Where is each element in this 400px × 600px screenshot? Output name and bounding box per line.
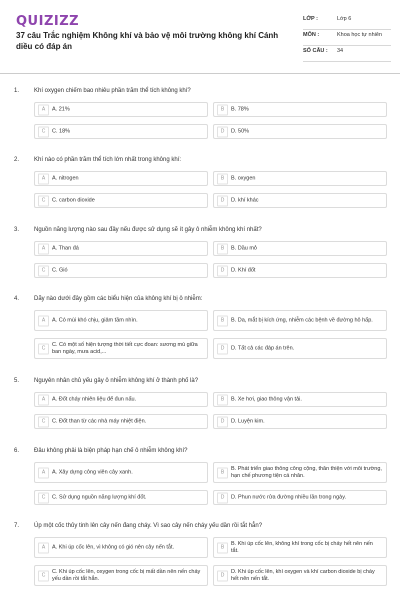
option-letter-badge: D	[217, 416, 228, 427]
question-header	[0, 227, 400, 239]
answer-option-c[interactable]	[34, 565, 208, 586]
option-letter-badge: A	[38, 243, 49, 254]
option-letter-badge: B	[217, 315, 228, 326]
question-text: Khí nào có phần trăm thể tích lớn nhất trong không khí:	[34, 157, 182, 163]
option-text: D. Luyện kim.	[231, 418, 265, 424]
question-number: 5.	[14, 378, 20, 384]
option-text: C. Gió	[52, 267, 68, 273]
meta-key: MÔN :	[303, 32, 320, 38]
option-text: C. Sử dụng nguồn năng lượng khí đốt.	[52, 494, 147, 500]
question-text: Úp một cốc thủy tinh lên cây nến đang cháy. Vì sao cây nến cháy yếu dần rồi tắt hẳn?	[34, 523, 263, 529]
option-letter-badge: B	[217, 243, 228, 254]
meta-value: 34	[337, 48, 344, 54]
answer-option-c[interactable]	[34, 490, 208, 505]
option-letter-badge: D	[217, 343, 228, 354]
question-number: 6.	[14, 448, 20, 454]
option-text: B. Da, mắt bị kích ứng, nhiễm các bệnh về đường hô hấp.	[231, 317, 373, 323]
answer-option-b[interactable]	[213, 537, 387, 558]
answer-option-b[interactable]	[213, 171, 387, 186]
meta-panel	[303, 14, 391, 62]
answer-option-b[interactable]	[213, 392, 387, 407]
option-text: B. oxygen	[231, 175, 256, 181]
question-item	[0, 523, 400, 582]
meta-key: SỐ CÂU :	[303, 48, 328, 54]
question-item	[0, 448, 400, 500]
option-text: C. carbon dioxide	[52, 197, 95, 203]
page-title: 37 câu Trắc nghiệm Không khí và bảo vệ môi trường không khí Cánh diều có đáp án	[16, 31, 279, 51]
option-text: D. khí khác	[231, 197, 259, 203]
answer-option-d[interactable]	[213, 565, 387, 586]
option-letter-badge: C	[38, 492, 49, 503]
answer-option-a[interactable]	[34, 462, 208, 483]
option-text: B. Xe hơi, giao thông vận tải.	[231, 396, 302, 402]
meta-value: Khoa học tự nhiên	[337, 32, 382, 38]
meta-key: LỚP :	[303, 16, 318, 22]
answer-option-b[interactable]	[213, 310, 387, 331]
question-item	[0, 378, 400, 424]
question-header	[0, 88, 400, 100]
question-number: 1.	[14, 88, 20, 94]
meta-row-grade	[303, 14, 391, 30]
question-number: 4.	[14, 296, 20, 302]
answer-option-c[interactable]	[34, 263, 208, 278]
option-letter-badge: B	[217, 467, 228, 478]
option-text: B. Phát triển giao thông công cộng, thân thiện với môi trường, hạn chế phương tiện cá nhân.	[231, 465, 382, 479]
meta-value: Lớp 6	[337, 16, 352, 22]
answer-option-b[interactable]	[213, 241, 387, 256]
option-letter-badge: C	[38, 195, 49, 206]
answer-option-b[interactable]	[213, 102, 387, 117]
question-header	[0, 296, 400, 308]
option-letter-badge: C	[38, 126, 49, 137]
question-item	[0, 296, 400, 355]
option-text: A. 21%	[52, 106, 70, 112]
option-letter-badge: B	[217, 173, 228, 184]
option-text: C. Khi úp cốc lên, oxygen trong cốc bị mất dần nên nến cháy yếu dần rồi tắt hẳn.	[52, 568, 201, 582]
question-header	[0, 448, 400, 460]
answer-option-d[interactable]	[213, 414, 387, 429]
question-number: 3.	[14, 227, 20, 233]
question-item	[0, 88, 400, 134]
option-text: A. Có mùi khó chịu, giảm tầm nhìn.	[52, 317, 138, 323]
option-text: A. nitrogen	[52, 175, 79, 181]
option-letter-badge: D	[217, 492, 228, 503]
option-letter-badge: D	[217, 265, 228, 276]
option-letter-badge: D	[217, 126, 228, 137]
option-text: D. 50%	[231, 128, 250, 134]
answer-option-d[interactable]	[213, 193, 387, 208]
option-letter-badge: B	[217, 104, 228, 115]
option-text: B. Dầu mỏ	[231, 245, 257, 251]
option-text: C. 18%	[52, 128, 71, 134]
question-header	[0, 523, 400, 535]
option-letter-badge: C	[38, 570, 49, 581]
question-text: Khí oxygen chiếm bao nhiêu phần trăm thể tích không khí?	[34, 88, 191, 94]
question-header	[0, 378, 400, 390]
option-letter-badge: C	[38, 416, 49, 427]
option-text: C. Có một số hiện tượng thời tiết cực đoan: sương mù giữa ban ngày, mưa acid,...	[52, 341, 198, 355]
answer-option-d[interactable]	[213, 490, 387, 505]
option-letter-badge: D	[217, 195, 228, 206]
quizizz-logo: QUIZIZZ	[16, 14, 80, 29]
option-text: C. Đốt than từ các nhà máy nhiệt điện.	[52, 418, 147, 424]
question-item	[0, 157, 400, 203]
header-divider	[0, 73, 400, 74]
question-number: 2.	[14, 157, 20, 163]
option-text: D. Tất cả các đáp án trên.	[231, 345, 295, 351]
option-text: A. Than đá	[52, 245, 79, 251]
answer-option-a[interactable]	[34, 241, 208, 256]
question-text: Nguyên nhân chủ yếu gây ô nhiễm không khí ở thành phố là?	[34, 378, 199, 384]
option-letter-badge: D	[217, 570, 228, 581]
question-text: Nguồn năng lượng nào sau đây nếu được sử dụng sẽ ít gây ô nhiễm không khí nhất?	[34, 227, 262, 233]
option-text: A. Khi úp cốc lên, vì không có gió nên cây nến tắt.	[52, 544, 174, 550]
question-text: Đâu không phải là biện pháp hạn chế ô nhiễm không khí?	[34, 448, 188, 454]
option-letter-badge: A	[38, 467, 49, 478]
meta-row-count	[303, 46, 391, 62]
answer-option-a[interactable]	[34, 310, 208, 331]
answer-option-a[interactable]	[34, 171, 208, 186]
option-letter-badge: A	[38, 542, 49, 553]
answer-option-c[interactable]	[34, 414, 208, 429]
option-text: D. Phun nước rửa đường nhiều lần trong ngày.	[231, 494, 347, 500]
option-letter-badge: B	[217, 542, 228, 553]
question-item	[0, 227, 400, 273]
option-text: B. 78%	[231, 106, 249, 112]
answer-option-a[interactable]	[34, 537, 208, 558]
meta-row-subject	[303, 30, 391, 46]
answer-option-d[interactable]	[213, 124, 387, 139]
option-letter-badge: A	[38, 104, 49, 115]
question-number: 7.	[14, 523, 20, 529]
option-letter-badge: A	[38, 173, 49, 184]
answer-option-c[interactable]	[34, 338, 208, 359]
answer-option-d[interactable]	[213, 338, 387, 359]
option-text: A. Đốt cháy nhiên liệu để đun nấu.	[52, 396, 137, 402]
question-text: Dãy nào dưới đây gồm các biểu hiện của không khí bị ô nhiễm:	[34, 296, 203, 302]
option-text: A. Xây dựng công viên cây xanh.	[52, 469, 133, 475]
answer-option-c[interactable]	[34, 124, 208, 139]
option-letter-badge: C	[38, 265, 49, 276]
option-letter-badge: C	[38, 343, 49, 354]
option-letter-badge: A	[38, 315, 49, 326]
answer-option-a[interactable]	[34, 102, 208, 117]
answer-option-a[interactable]	[34, 392, 208, 407]
answer-option-d[interactable]	[213, 263, 387, 278]
option-text: D. Khi úp cốc lên, khí oxygen và khí carbon dioxide bị cháy hết nên nến tắt.	[231, 568, 375, 582]
question-header	[0, 157, 400, 169]
option-letter-badge: B	[217, 394, 228, 405]
option-letter-badge: A	[38, 394, 49, 405]
answer-option-c[interactable]	[34, 193, 208, 208]
option-text: D. Khí đốt	[231, 267, 256, 273]
answer-option-b[interactable]	[213, 462, 387, 483]
option-text: B. Khi úp cốc lên, không khí trong cốc bị cháy hết nên nến tắt.	[231, 540, 373, 554]
